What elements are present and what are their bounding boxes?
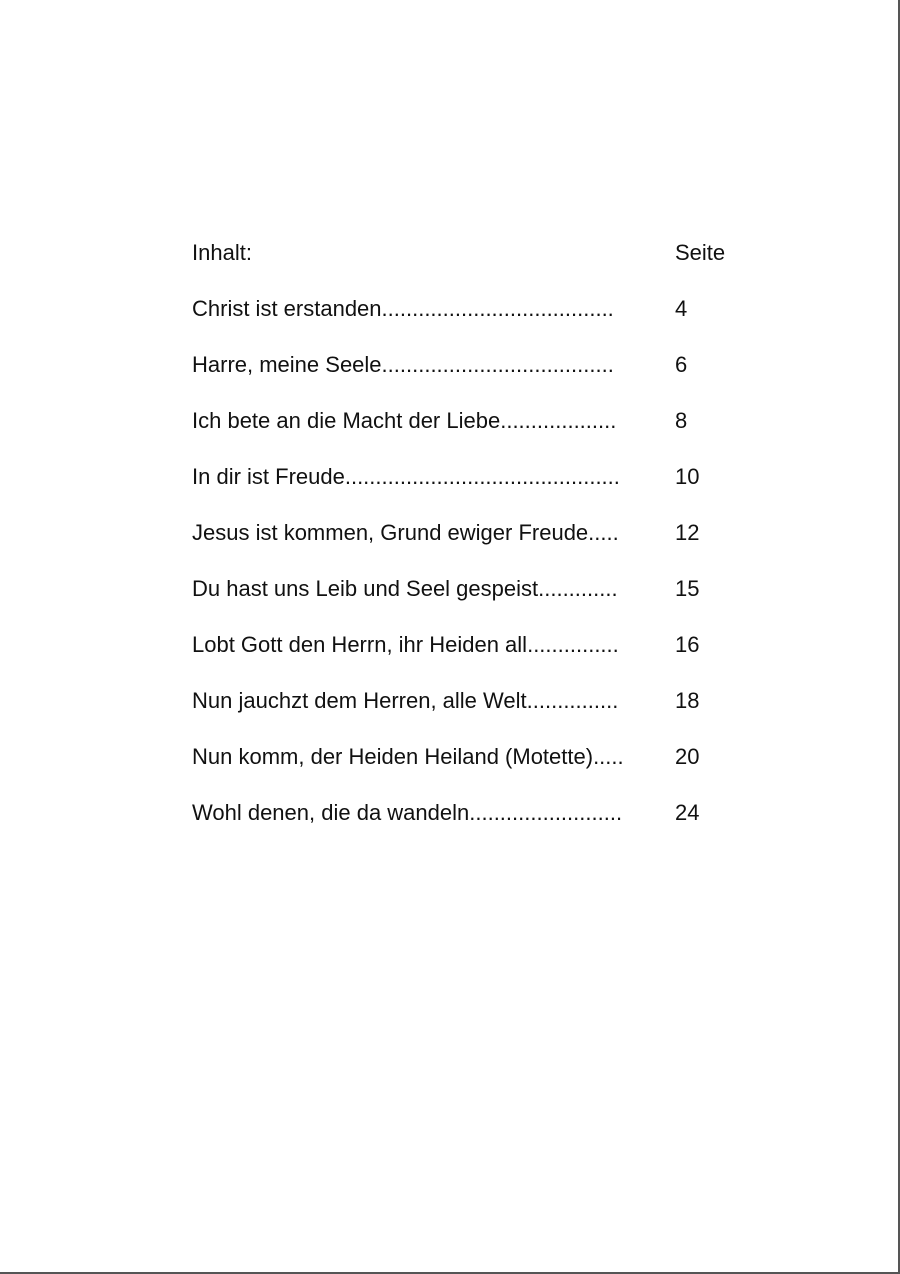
toc-entry-label xyxy=(192,350,614,380)
toc-entry-label xyxy=(192,686,618,716)
toc-entry xyxy=(192,630,752,686)
toc-entry-title: Nun jauchzt dem Herren, alle Welt xyxy=(192,688,527,713)
toc-header xyxy=(192,238,752,294)
dot-leader: ............................................. xyxy=(344,464,620,489)
toc-entry-title: Lobt Gott den Herrn, ihr Heiden all xyxy=(192,632,528,657)
toc-entry-page: 16 xyxy=(675,632,700,657)
dot-leader: ...................................... xyxy=(381,296,614,321)
toc-heading: Inhalt: xyxy=(192,240,252,265)
toc-entry xyxy=(192,462,752,518)
toc-entry-page: 24 xyxy=(675,800,700,825)
toc-entry xyxy=(192,574,752,630)
toc-entry-label xyxy=(192,798,622,828)
toc-entry-title: Nun komm, der Heiden Heiland (Motette) xyxy=(192,744,594,769)
toc-entry xyxy=(192,406,752,462)
toc-entry-title: Ich bete an die Macht der Liebe xyxy=(192,408,501,433)
toc-entry-label xyxy=(192,518,619,548)
toc-entry-page: 12 xyxy=(675,520,700,545)
toc-entry-page: 6 xyxy=(675,352,688,377)
dot-leader: ............... xyxy=(527,632,619,657)
toc-entry-label xyxy=(192,406,616,436)
toc-entry xyxy=(192,518,752,574)
toc-entry-page: 4 xyxy=(675,296,688,321)
dot-leader: ......................... xyxy=(469,800,623,825)
toc-entry-title: Jesus ist kommen, Grund ewiger Freude xyxy=(192,520,589,545)
dot-leader: ..... xyxy=(588,520,619,545)
toc-entry-page: 8 xyxy=(675,408,688,433)
toc-entry-page: 20 xyxy=(675,744,700,769)
toc-entry-label xyxy=(192,462,620,492)
toc-entry xyxy=(192,294,752,350)
toc-entry xyxy=(192,742,752,798)
toc-entry-label xyxy=(192,574,618,604)
toc-entry xyxy=(192,350,752,406)
toc-entry-page: 10 xyxy=(675,464,700,489)
toc-entry-page: 15 xyxy=(675,576,700,601)
toc-entry xyxy=(192,686,752,742)
page-column-heading: Seite xyxy=(675,240,726,265)
toc-entry-title: Christ ist erstanden xyxy=(192,296,382,321)
toc-entry-title: Du hast uns Leib und Seel gespeist xyxy=(192,576,539,601)
dot-leader: ...................................... xyxy=(381,352,614,377)
dot-leader: ............... xyxy=(526,688,619,713)
toc-entry-title: In dir ist Freude xyxy=(192,464,345,489)
toc-entry-title: Wohl denen, die da wandeln xyxy=(192,800,470,825)
table-of-contents xyxy=(192,238,752,854)
toc-entry-label xyxy=(192,630,619,660)
toc-entry-title: Harre, meine Seele xyxy=(192,352,382,377)
dot-leader: ................... xyxy=(500,408,617,433)
toc-entry-label xyxy=(192,294,614,324)
dot-leader: ..... xyxy=(593,744,624,769)
toc-entry-page: 18 xyxy=(675,688,700,713)
dot-leader: ............. xyxy=(538,576,618,601)
toc-entry-label xyxy=(192,742,624,772)
toc-entry xyxy=(192,798,752,854)
